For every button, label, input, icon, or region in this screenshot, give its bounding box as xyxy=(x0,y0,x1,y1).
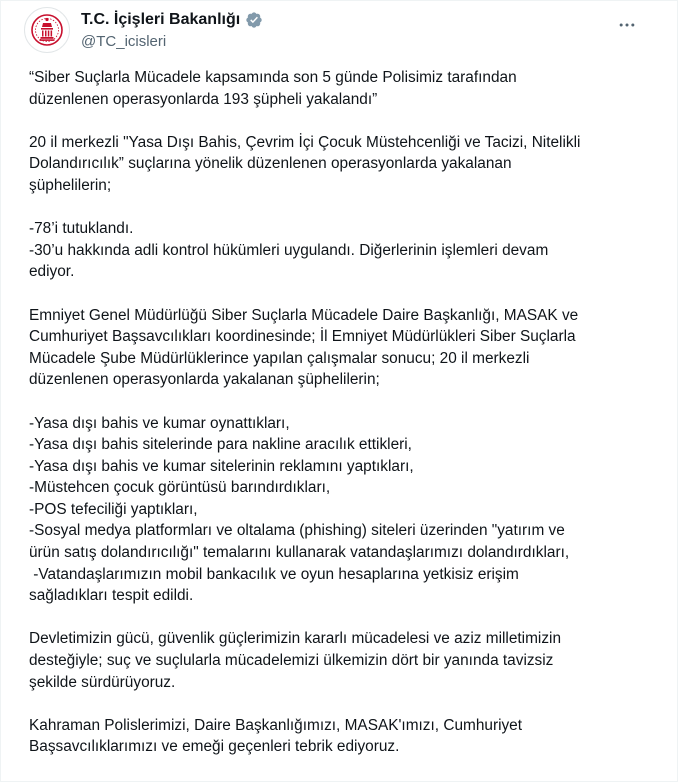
tweet-paragraph xyxy=(29,628,645,693)
tweet-text-line: şüphelilerin; xyxy=(29,176,112,194)
tweet-text-line: sağladıkları tespit edildi. xyxy=(29,587,194,605)
tweet-text-line: Başsavcılıklarımızı ve emeği geçenleri tebrik ediyoruz. xyxy=(29,738,400,756)
tweet-paragraph xyxy=(29,67,645,110)
gray-verified-badge-icon[interactable] xyxy=(245,11,263,29)
tweet-text-line: -30’u hakkında adli kontrol hükümleri uygulandı. Diğerlerinin işlemleri devam xyxy=(29,241,549,259)
tweet-text-line: Kahraman Polislerimizi, Daire Başkanlığımızı, MASAK'ımızı, Cumhuriyet xyxy=(29,716,523,734)
tweet-text-line: Mücadele Şube Müdürlüklerince yapılan çalışmalar sonucu; 20 il merkezli xyxy=(29,349,530,367)
tweet-text-line: düzenlenen operasyonlarda yakalanan şüphelilerin; xyxy=(29,371,380,389)
tweet-paragraph xyxy=(29,413,645,607)
display-name[interactable]: T.C. İçişleri Bakanlığı xyxy=(81,11,241,28)
tweet-text-line: şekilde sürdürüyoruz. xyxy=(29,673,176,691)
tweet-header xyxy=(24,7,657,57)
tweet-paragraph xyxy=(29,305,645,391)
tweet-text-line: -Müstehcen çocuk görüntüsü barındırdıkları, xyxy=(29,479,331,497)
tweet-paragraph xyxy=(29,715,645,758)
tweet-paragraph xyxy=(29,132,645,197)
tweet-text-line: -POS tefeciliği yaptıkları, xyxy=(29,500,198,518)
turkish-ministry-emblem-icon xyxy=(30,13,64,47)
tweet-text-line: -78’i tutuklandı. xyxy=(29,220,134,238)
tweet-text-line: Cumhuriyet Başsavcılıkları koordinesinde; İl Emniyet Müdürlükleri Siber Suçlarla xyxy=(29,328,576,346)
tweet-text-line: Dolandırıcılık” suçlarına yönelik düzenlenen operasyonlarda yakalanan xyxy=(29,155,512,173)
tweet-text-line: -Yasa dışı bahis ve kumar sitelerinin reklamını yaptıkları, xyxy=(29,457,414,475)
tweet-text-line: düzenlenen operasyonlarda 193 şüpheli yakalandı” xyxy=(29,90,378,108)
tweet-text-line: -Vatandaşlarımızın mobil bankacılık ve oyun hesaplarına yetkisiz erişim xyxy=(29,565,519,583)
tweet-text-line: desteğiyle; suç ve suçlularla mücadelemizi ülkemizin dört bir yanında tavizsiz xyxy=(29,652,554,670)
account-names xyxy=(81,9,263,50)
tweet-text-line: ürün satış dolandırıcılığı" temalarını kullanarak vatandaşlarımızı dolandırdıkları, xyxy=(29,544,570,562)
avatar[interactable] xyxy=(24,7,70,53)
account-handle[interactable]: @TC_icisleri xyxy=(81,33,167,50)
tweet-text-line: -Yasa dışı bahis ve kumar oynattıkları, xyxy=(29,414,290,432)
tweet-text-line: Devletimizin gücü, güvenlik güçlerimizin kararlı mücadelesi ve aziz milletimizin xyxy=(29,630,562,648)
tweet-text-line: Emniyet Genel Müdürlüğü Siber Suçlarla Mücadele Daire Başkanlığı, MASAK ve xyxy=(29,306,579,324)
tweet-text-line: -Yasa dışı bahis sitelerinde para nakline aracılık ettikleri, xyxy=(29,436,412,454)
tweet-text-line: 20 il merkezli "Yasa Dışı Bahis, Çevrim İçi Çocuk Müstehcenliği ve Tacizi, Nitelikli xyxy=(29,133,581,151)
more-options-icon[interactable] xyxy=(613,11,641,39)
tweet-paragraph xyxy=(29,218,645,283)
tweet-text xyxy=(29,67,645,780)
tweet-text-line: -Sosyal medya platformları ve oltalama (phishing) siteleri üzerinden "yatırım ve xyxy=(29,522,565,540)
tweet-text-line: “Siber Suçlarla Mücadele kapsamında son 5 günde Polisimiz tarafından xyxy=(29,69,517,86)
tweet-text-line: ediyor. xyxy=(29,263,75,281)
